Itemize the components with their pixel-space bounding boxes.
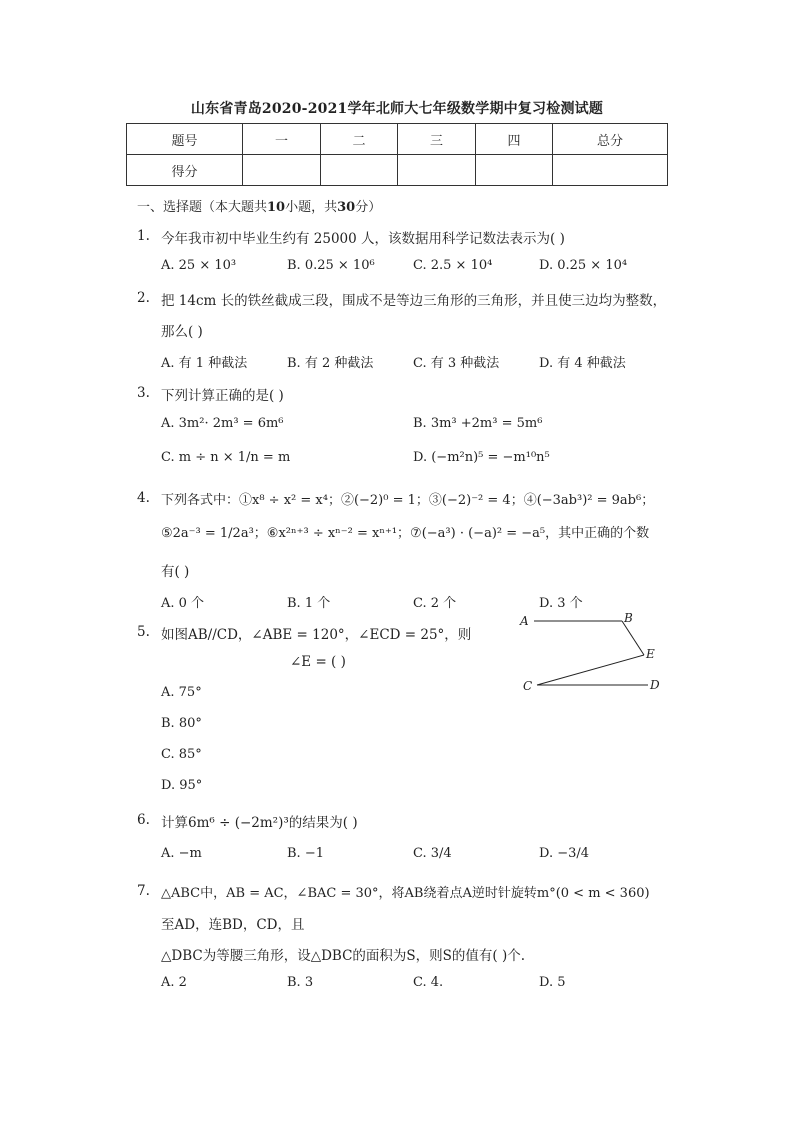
option-c[interactable]: C. 2 个: [413, 596, 457, 611]
question-number: 7.: [137, 883, 150, 899]
option-c[interactable]: C. 3/4: [413, 846, 452, 861]
question-text: 把 14cm 长的铁丝截成三段，围成不是等边三角形的三角形，并且使三边均为整数，: [161, 293, 667, 309]
question-text: 下列各式中：①x⁸ ÷ x² = x⁴；②(−2)⁰ = 1；③(−2)⁻² = 4；④(−3ab³)² = 9ab⁶；: [161, 493, 655, 508]
question-number: 6.: [137, 812, 150, 828]
option-d[interactable]: D. 5: [539, 975, 566, 990]
score-cell[interactable]: [476, 155, 553, 186]
option-d[interactable]: D. 95°: [161, 778, 203, 793]
question-text-line2: 那么( ): [161, 324, 203, 340]
line-ec: [537, 655, 644, 685]
header-cell: 总分: [553, 124, 668, 155]
option-c[interactable]: C. 85°: [161, 747, 202, 762]
label-b: B: [624, 611, 633, 625]
option-b[interactable]: B. 1 个: [287, 596, 331, 611]
line-be: [622, 621, 644, 655]
header-cell: 一: [243, 124, 321, 155]
option-c[interactable]: C. m ÷ n × 1/n = m: [161, 450, 291, 465]
option-d[interactable]: D. −3/4: [539, 846, 590, 861]
option-b[interactable]: B. 有 2 种截法: [287, 356, 374, 371]
page-title: 山东省青岛2020-2021学年北师大七年级数学期中复习检测试题: [190, 101, 604, 117]
option-a[interactable]: A. 2: [161, 975, 187, 990]
question-number: 2.: [137, 290, 150, 306]
option-d[interactable]: D. 有 4 种截法: [539, 356, 626, 371]
question-text: 下列计算正确的是( ): [161, 388, 284, 404]
score-cell[interactable]: [398, 155, 476, 186]
section-heading: 一、选择题（本大题共10小题，共30分）: [137, 200, 382, 215]
option-b[interactable]: B. 3: [287, 975, 314, 990]
header-cell: 题号: [127, 124, 243, 155]
label-c: C: [523, 679, 533, 693]
question-text-line2: 至AD，连BD，CD，且: [161, 917, 305, 933]
geometry-figure: [512, 605, 672, 700]
score-cell[interactable]: [553, 155, 668, 186]
question-text: 计算6m⁶ ÷ (−2m²)³的结果为( ): [161, 815, 358, 831]
header-cell: 四: [476, 124, 553, 155]
label-e: E: [646, 647, 655, 661]
option-b[interactable]: B. 0.25 × 10⁶: [287, 258, 375, 273]
option-c[interactable]: C. 2.5 × 10⁴: [413, 258, 493, 273]
option-a[interactable]: A. −m: [161, 846, 202, 861]
option-a[interactable]: A. 有 1 种截法: [161, 356, 248, 371]
score-cell[interactable]: [243, 155, 321, 186]
option-c[interactable]: C. 4.: [413, 975, 444, 990]
header-cell: 三: [398, 124, 476, 155]
option-c[interactable]: C. 有 3 种截法: [413, 356, 500, 371]
question-text: 今年我市初中毕业生约有 25000 人，该数据用科学记数法表示为( ): [161, 231, 565, 247]
label-d: D: [650, 678, 660, 692]
label-a: A: [520, 614, 529, 628]
question-number: 5.: [137, 624, 150, 640]
score-table: [126, 123, 668, 186]
score-cell[interactable]: [321, 155, 398, 186]
option-a[interactable]: A. 75°: [161, 685, 202, 700]
option-b[interactable]: B. 80°: [161, 716, 202, 731]
row-label: 得分: [127, 155, 243, 186]
option-b[interactable]: B. 3m³ +2m³ = 5m⁶: [413, 416, 543, 431]
header-cell: 二: [321, 124, 398, 155]
score-table-score-row: [127, 155, 668, 186]
question-number: 1.: [137, 228, 150, 244]
option-d[interactable]: D. 0.25 × 10⁴: [539, 258, 628, 273]
option-b[interactable]: B. −1: [287, 846, 324, 861]
question-text-line3: 有( ): [161, 564, 190, 580]
option-a[interactable]: A. 0 个: [161, 596, 205, 611]
question-text-line2: ⑤2a⁻³ = 1/2a³；⑥x²ⁿ⁺³ ÷ xⁿ⁻² = xⁿ⁺¹；⑦(−a³) · (−a)² = −a⁵，其中正确的个数: [161, 526, 650, 541]
option-a[interactable]: A. 3m²· 2m³ = 6m⁶: [161, 416, 284, 431]
question-text: △ABC中，AB = AC，∠BAC = 30°，将AB绕着点A逆时针旋转m°(0 < m < 360): [161, 886, 650, 901]
score-table-header-row: [127, 124, 668, 155]
question-text-line3: △DBC为等腰三角形，设△DBC的面积为S，则S的值有( )个.: [161, 948, 526, 964]
question-text-line2: ∠E = ( ): [290, 654, 346, 670]
option-a[interactable]: A. 25 × 10³: [161, 258, 237, 273]
question-number: 4.: [137, 490, 150, 506]
option-d[interactable]: D. (−m²n)⁵ = −m¹⁰n⁵: [413, 450, 550, 465]
question-text: 如图AB//CD，∠ABE = 120°，∠ECD = 25°，则: [161, 627, 472, 643]
question-number: 3.: [137, 385, 150, 401]
option-d[interactable]: D. 3 个: [539, 596, 583, 611]
